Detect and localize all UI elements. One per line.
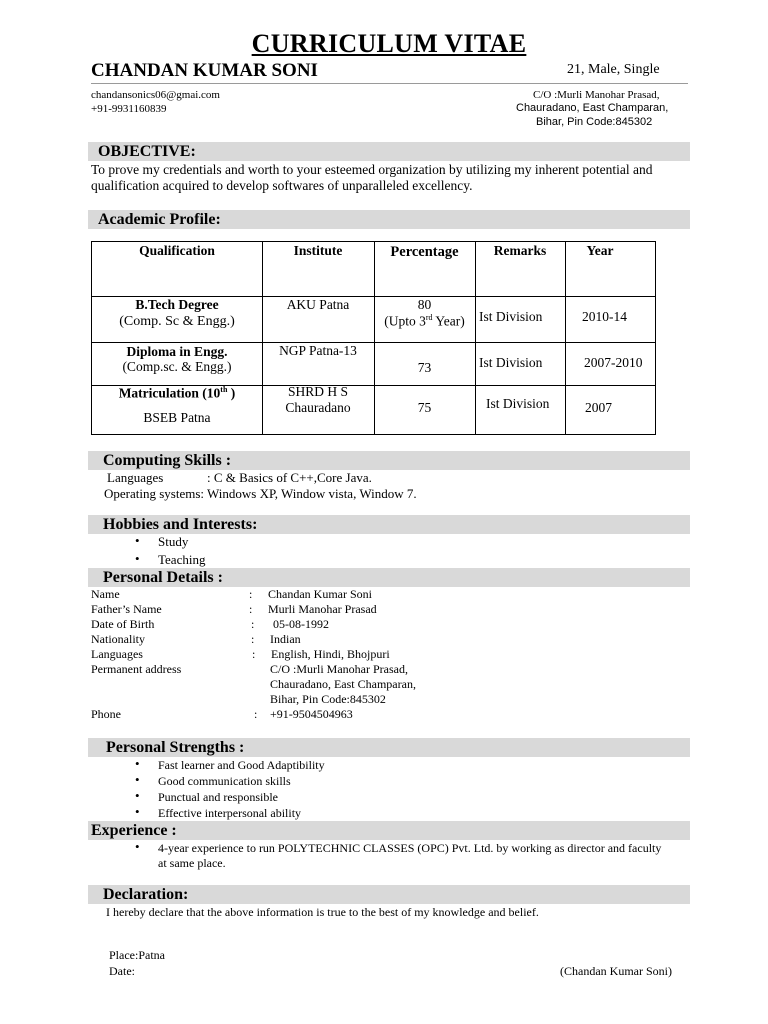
table-row-3-institute-place: Chauradano [285,400,351,415]
strengths-heading-band [88,738,690,757]
pd-label-languages: Languages [91,647,143,661]
academic-heading: Academic Profile: [98,211,221,228]
table-row-3-board: BSEB Patna [143,410,211,425]
bullet-icon: • [135,839,140,854]
pd-colon: : [249,587,253,601]
address-line-1: C/O :Murli Manohar Prasad, [533,89,660,101]
hobby-item [135,551,206,568]
strengths-heading: Personal Strengths : [106,739,245,756]
table-row-1-percentage: 80 [417,297,432,312]
computing-heading: Computing Skills : [103,452,232,469]
table-row-2-year: 2007-2010 [584,355,643,370]
languages-value: : C & Basics of C++,Core Java. [207,470,372,485]
pd-label-address: Permanent address [91,662,182,676]
table-row-3-institute: SHRD H S [287,384,349,399]
bullet-icon: • [135,551,140,566]
experience-heading-band [88,821,690,840]
declaration-heading-band [88,885,690,904]
bullet-icon: • [135,772,140,787]
objective-heading-band [88,142,690,161]
pd-value-dob: 05-08-1992 [273,617,329,631]
pd-label-father: Father’s Name [91,602,162,616]
hobbies-heading: Hobbies and Interests: [103,516,258,533]
pd-value-address-2: Chauradano, East Champaran, [270,677,416,691]
experience-item [135,839,662,856]
address-line-3: Bihar, Pin Code:845302 [536,116,653,128]
strength-text: Punctual and responsible [158,790,278,804]
bullet-icon: • [135,756,140,771]
hobby-item [135,533,189,550]
hobbies-heading-band [88,515,690,534]
strength-text: Fast learner and Good Adaptibility [158,758,325,772]
pd-value-father: Murli Manohar Prasad [268,602,377,616]
cv-title: CURRICULUM VITAE [251,29,527,58]
table-col-divider [475,242,476,434]
strength-item [135,804,302,821]
strength-item [135,772,291,789]
table-row-2-percentage: 73 [417,360,432,375]
pd-colon: : [254,707,258,721]
pd-value-phone: +91-9504504963 [270,707,353,721]
pd-value-nationality: Indian [270,632,301,646]
percentage-note-text: (Upto 3 [384,313,426,329]
table-row-2-qualification: Diploma in Engg. [126,344,228,359]
personal-heading-band [88,568,690,587]
pd-label-dob: Date of Birth [91,617,155,631]
bullet-icon: • [135,804,140,819]
table-row-2-institute: NGP Patna-13 [279,343,357,358]
pd-colon: : [251,632,255,646]
objective-heading: OBJECTIVE: [98,143,196,160]
address-line-2: Chauradano, East Champaran, [516,102,669,114]
matriculation-sup: th [220,385,228,394]
os-line: Operating systems: Windows XP, Window vista, Window 7. [104,486,417,501]
hobby-text: Study [158,534,189,549]
strength-item [135,756,325,773]
pd-value-name: Chandan Kumar Soni [268,587,372,601]
experience-text-cont: at same place. [158,856,226,870]
objective-text [91,162,691,194]
table-row-3-year: 2007 [585,400,612,415]
table-row-3-remarks: Ist Division [486,396,550,411]
personal-heading: Personal Details : [103,569,223,586]
academic-heading-band [88,210,690,229]
table-row-2-remarks: Ist Division [479,355,543,370]
matriculation-text: ) [227,385,236,401]
bullet-icon: • [135,788,140,803]
pd-colon: : [252,647,256,661]
header-divider [91,83,688,84]
pd-value-languages: English, Hindi, Bhojpuri [271,647,390,661]
email-text: chandansonics06@gmai.com [91,89,220,101]
table-col-divider [565,242,566,434]
percentage-note-sup: rd [425,313,433,322]
table-row-3-qualification [92,385,262,402]
candidate-name: CHANDAN KUMAR SONI [91,60,318,81]
table-row-1-institute: AKU Patna [286,297,350,312]
pd-colon: : [249,602,253,616]
pd-label-name: Name [91,587,120,601]
strength-text: Good communication skills [158,774,291,788]
table-row-1-qualification: B.Tech Degree [135,297,219,312]
declaration-text: I hereby declare that the above information is true to the best of my knowledge and belief. [106,905,539,919]
table-header-qualification: Qualification [139,243,215,258]
pd-label-phone: Phone [91,707,121,721]
objective-line-1: To prove my credentials and worth to your esteemed organization by utilizing my inherent potential and [91,162,653,177]
declaration-date: Date: [109,964,135,978]
table-row-2-qualification-detail: (Comp.sc. & Engg.) [122,359,232,374]
hobby-text: Teaching [158,552,206,567]
table-row-1-qualification-detail: (Comp. Sc & Engg.) [119,314,235,329]
academic-table [91,241,656,435]
strength-text: Effective interpersonal ability [158,806,302,820]
table-header-year: Year [586,243,614,258]
table-header-institute: Institute [293,243,343,258]
table-row-1-percentage-note [374,313,475,330]
declaration-heading: Declaration: [103,886,189,903]
experience-heading: Experience : [91,822,177,839]
pd-colon: : [251,617,255,631]
candidate-meta: 21, Male, Single [567,62,660,77]
pd-label-nationality: Nationality [91,632,145,646]
table-row-1-year: 2010-14 [582,309,627,324]
languages-label: Languages [107,470,164,485]
table-header-remarks: Remarks [493,243,547,258]
table-row-3-percentage: 75 [417,400,432,415]
strength-item [135,788,278,805]
table-header-percentage: Percentage [390,244,459,260]
pd-value-address-3: Bihar, Pin Code:845302 [270,692,386,706]
matriculation-text: Matriculation (10 [118,385,221,401]
computing-heading-band [88,451,690,470]
experience-text: 4-year experience to run POLYTECHNIC CLASSES (OPC) Pvt. Ltd. by working as director and faculty [158,841,662,855]
objective-line-2: qualification acquired to develop softwares of unparalleled excellency. [91,178,473,193]
phone-text: +91-9931160839 [91,103,167,115]
declaration-place: Place:Patna [109,948,165,962]
pd-value-address-1: C/O :Murli Manohar Prasad, [270,662,408,676]
bullet-icon: • [135,533,140,548]
declaration-signature: (Chandan Kumar Soni) [560,964,672,978]
percentage-note-text: Year) [432,313,465,329]
table-row-1-remarks: Ist Division [479,309,543,324]
